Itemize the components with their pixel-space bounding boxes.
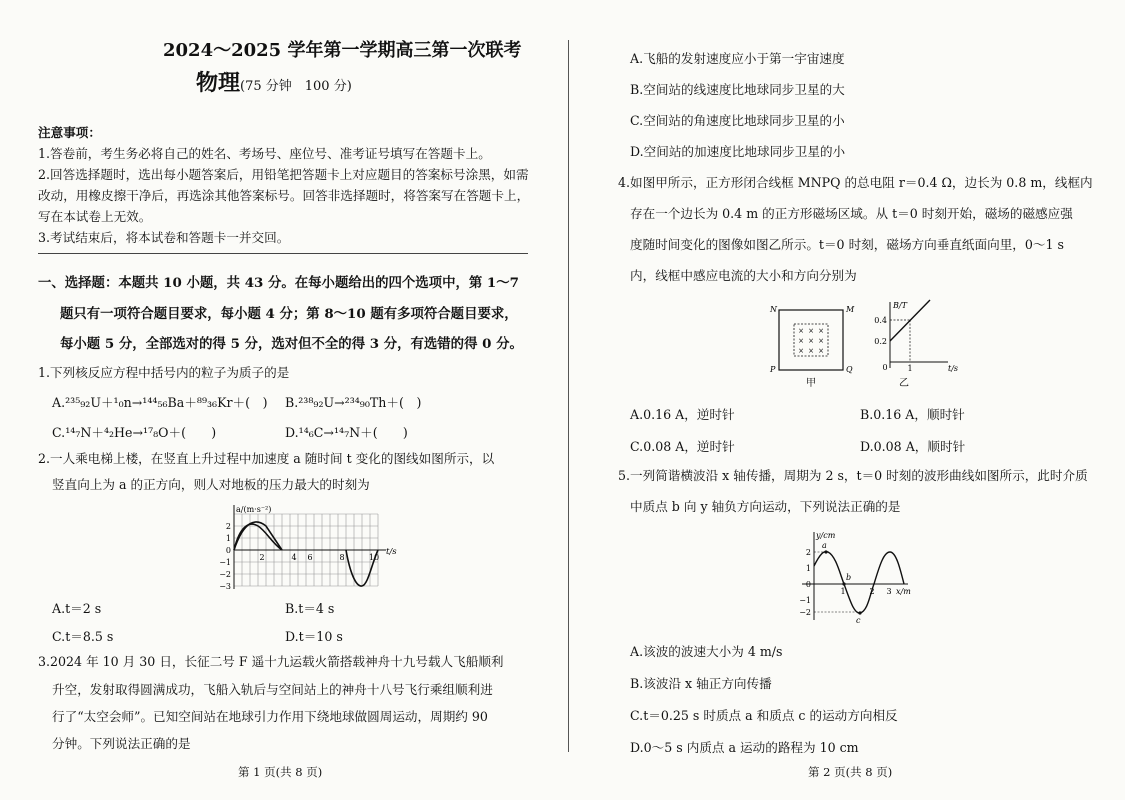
q4-field-mark: × bbox=[798, 337, 804, 345]
q4-yi-ytick: 0.2 bbox=[874, 337, 887, 346]
q4-stem: 度随时间变化的图像如图乙所示。t＝0 时刻，磁场方向垂直纸面向里，0～1 s bbox=[630, 237, 1064, 252]
q4-yi-xtick: 1 bbox=[907, 364, 913, 373]
q2-xtick: 2 bbox=[259, 553, 265, 562]
q5-xtick: 3 bbox=[886, 587, 892, 596]
q5-ytick: −1 bbox=[799, 596, 811, 605]
notice-heading: 注意事项： bbox=[38, 125, 101, 140]
q1-stem: 1.下列核反应方程中括号内的粒子为质子的是 bbox=[38, 365, 290, 380]
q2-xlabel: t/s bbox=[386, 547, 397, 557]
q2-stem: 竖直向上为 a 的正方向，则人对地板的压力最大的时刻为 bbox=[52, 477, 370, 492]
q2-xtick: 10 bbox=[368, 553, 380, 562]
q4-field-mark: × bbox=[818, 337, 824, 345]
notice-rule bbox=[38, 253, 528, 254]
subject-title bbox=[196, 70, 352, 96]
q4-fig-jia bbox=[768, 300, 858, 390]
q2-option-a: A.t＝2 s bbox=[52, 601, 102, 616]
q3-stem: 3.2024 年 10 月 30 日，长征二号 F 遥十九运载火箭搭载神舟十九号载人飞船顺利 bbox=[38, 654, 504, 669]
q2-option-c: C.t＝8.5 s bbox=[52, 629, 114, 644]
section-instruction: 一、选择题：本题共 10 小题，共 43 分。在每小题给出的四个选项中，第 1～7 bbox=[38, 275, 519, 291]
q3-stem: 行了“太空会师”。已知空间站在地球引力作用下绕地球做圆周运动，周期约 90 bbox=[52, 709, 488, 724]
q5-option-a: A.该波的波速大小为 4 m/s bbox=[630, 644, 783, 659]
q4-yi-ylabel: B/T bbox=[893, 301, 907, 310]
q4-option-d: D.0.08 A，顺时针 bbox=[860, 439, 966, 454]
q5-option-c: C.t＝0.25 s 时质点 a 和质点 c 的运动方向相反 bbox=[630, 708, 898, 723]
q4-caption-yi: 乙 bbox=[899, 378, 909, 389]
q4-label-m: M bbox=[846, 305, 855, 314]
q5-option-b: B.该波沿 x 轴正方向传播 bbox=[630, 676, 772, 691]
q4-label-n: N bbox=[770, 305, 777, 314]
q4-option-a: A.0.16 A，逆时针 bbox=[630, 407, 735, 422]
q4-field-mark: × bbox=[818, 347, 824, 355]
q5-point-c: c bbox=[856, 616, 861, 625]
q4-yi-ytick: 0.4 bbox=[874, 316, 887, 325]
q5-xtick: 2 bbox=[869, 587, 875, 596]
column-divider bbox=[568, 40, 569, 752]
q4-field-mark: × bbox=[808, 337, 814, 345]
page-2 bbox=[618, 0, 1100, 800]
q5-option-d: D.0～5 s 内质点 a 运动的路程为 10 cm bbox=[630, 740, 859, 755]
q3-option-a: A.飞船的发射速度应小于第一宇宙速度 bbox=[630, 51, 845, 66]
q5-point-b-dot bbox=[842, 582, 845, 585]
q3-stem: 分钟。下列说法正确的是 bbox=[52, 736, 191, 751]
notice-line: 写在本试卷上无效。 bbox=[38, 209, 152, 224]
q5-ylabel: y/cm bbox=[816, 531, 836, 540]
q2-ytick: 1 bbox=[225, 534, 231, 543]
q4-stem: 4.如图甲所示，正方形闭合线框 MNPQ 的总电阻 r＝0.4 Ω，边长为 0.8 m，线框内 bbox=[618, 175, 1093, 190]
footer-page-right: 第 2 页(共 8 页) bbox=[808, 765, 893, 779]
q4-fig-yi bbox=[868, 298, 958, 390]
subject-name: 物理 bbox=[196, 70, 241, 96]
q4-field-mark: × bbox=[808, 347, 814, 355]
q2-ylabel: a/(m·s⁻²) bbox=[236, 505, 272, 514]
q5-stem: 中质点 b 向 y 轴负方向运动，下列说法正确的是 bbox=[630, 499, 901, 514]
q2-xtick: 8 bbox=[339, 553, 345, 562]
subject-note: (75 分钟 100 分) bbox=[240, 79, 352, 94]
q5-ytick: 2 bbox=[805, 548, 811, 557]
footer-page-left: 第 1 页(共 8 页) bbox=[238, 765, 323, 779]
page-1 bbox=[38, 0, 528, 800]
q2-xtick: 6 bbox=[307, 553, 313, 562]
section-instruction: 每小题 5 分，全部选对的得 5 分，选对但不全的得 3 分，有选错的得 0 分。 bbox=[60, 336, 523, 352]
q1-option-b: B.²³⁸₉₂U→²³⁴₉₀Th＋( ) bbox=[285, 395, 422, 410]
q5-ytick: −2 bbox=[799, 608, 811, 617]
notice-line: 3.考试结束后，将本试卷和答题卡一并交回。 bbox=[38, 230, 290, 245]
q1-option-c: C.¹⁴₇N＋⁴₂He→¹⁷₈O＋( ) bbox=[52, 425, 217, 440]
q2-ytick: 0 bbox=[225, 546, 231, 555]
q2-ytick: −3 bbox=[219, 582, 231, 589]
q2-option-d: D.t＝10 s bbox=[285, 629, 343, 644]
q5-dashes bbox=[814, 552, 861, 612]
q5-ytick: 1 bbox=[805, 564, 811, 573]
q3-option-c: C.空间站的角速度比地球同步卫星的小 bbox=[630, 113, 845, 128]
q5-ytick: 0 bbox=[805, 580, 811, 589]
q4-field-mark: × bbox=[798, 347, 804, 355]
notice-line: 改动，用橡皮擦干净后，再选涂其他答案标号。回答非选择题时，将答案写在答题卡上， bbox=[38, 188, 530, 203]
notice-line: 2.回答选择题时，选出每小题答案后，用铅笔把答题卡上对应题目的答案标号涂黑，如需 bbox=[38, 167, 529, 182]
q5-point-a-dot bbox=[824, 550, 827, 553]
q5-wave-graph bbox=[784, 528, 914, 626]
q1-option-a: A.²³⁵₉₂U＋¹₀n→¹⁴⁴₅₆Ba＋⁸⁹₃₆Kr＋( ) bbox=[52, 395, 268, 410]
q5-point-b: b bbox=[846, 573, 852, 582]
notice-line: 1.答卷前，考生务必将自己的姓名、考场号、座位号、准考证号填写在答题卡上。 bbox=[38, 146, 491, 161]
q2-ytick: −1 bbox=[219, 558, 231, 567]
q4-caption-jia: 甲 bbox=[806, 378, 816, 389]
q4-field-mark: × bbox=[818, 327, 824, 335]
exam-title: 2024～2025 学年第一学期高三第一次联考 bbox=[163, 40, 522, 61]
q3-option-d: D.空间站的加速度比地球同步卫星的小 bbox=[630, 144, 846, 159]
q5-stem: 5.一列简谐横波沿 x 轴传播，周期为 2 s，t＝0 时刻的波形曲线如图所示，此时介质 bbox=[618, 468, 1088, 483]
q4-label-p: P bbox=[770, 365, 776, 374]
q2-option-b: B.t＝4 s bbox=[285, 601, 335, 616]
q1-option-d: D.¹⁴₆C→¹⁴₇N＋( ) bbox=[285, 425, 408, 440]
q5-wave-curve bbox=[814, 552, 904, 614]
q4-yi-xlabel: t/s bbox=[948, 364, 958, 373]
q4-stem: 存在一个边长为 0.4 m 的正方形磁场区域。从 t＝0 时刻开始，磁场的磁感应强 bbox=[630, 206, 1073, 221]
q4-field-mark: × bbox=[808, 327, 814, 335]
q2-ytick: −2 bbox=[219, 570, 231, 579]
q5-xtick: 1 bbox=[840, 587, 846, 596]
q5-point-c-dot bbox=[858, 611, 861, 614]
q3-option-b: B.空间站的线速度比地球同步卫星的大 bbox=[630, 82, 845, 97]
q4-option-b: B.0.16 A，顺时针 bbox=[860, 407, 965, 422]
q4-yi-origin: 0 bbox=[882, 363, 888, 372]
q2-stem: 2.一人乘电梯上楼，在竖直上升过程中加速度 a 随时间 t 变化的图线如图所示，以 bbox=[38, 451, 495, 466]
q4-field-mark: × bbox=[798, 327, 804, 335]
q2-xtick: 4 bbox=[291, 553, 297, 562]
q4-option-c: C.0.08 A，逆时针 bbox=[630, 439, 735, 454]
q4-stem: 内，线框中感应电流的大小和方向分别为 bbox=[630, 268, 857, 283]
section-instruction: 题只有一项符合题目要求，每小题 4 分；第 8～10 题有多项符合题目要求， bbox=[60, 306, 518, 322]
q5-xlabel: x/m bbox=[896, 587, 911, 596]
q2-ytick: 2 bbox=[225, 522, 231, 531]
q4-label-q: Q bbox=[846, 365, 853, 374]
q3-stem: 升空，发射取得圆满成功，飞船入轨后与空间站上的神舟十八号飞行乘组顺利进 bbox=[52, 682, 493, 697]
q2-acceleration-graph bbox=[210, 503, 400, 589]
q5-point-a: a bbox=[822, 541, 827, 550]
